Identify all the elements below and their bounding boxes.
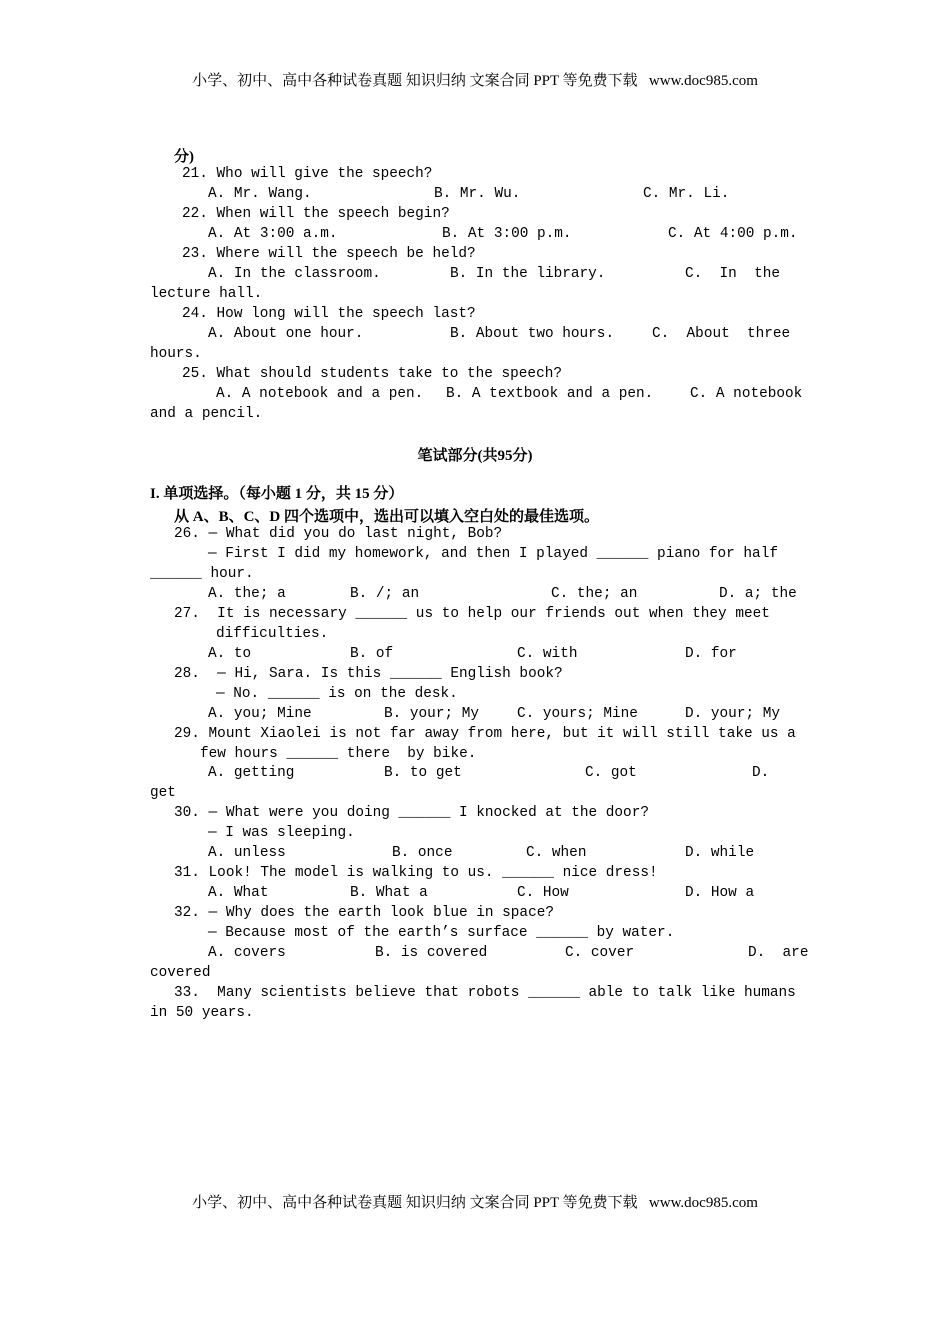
question-26: 26. — What did you do last night, Bob? (174, 526, 503, 542)
q29-option-c: C. got (585, 765, 637, 781)
q21-option-b: B. Mr. Wu. (434, 186, 521, 202)
continued-score-text: 分) (174, 149, 194, 165)
q32-option-d: D. are (748, 945, 809, 961)
written-section-title: 笔试部分(共95分) (417, 448, 533, 464)
question-26-line2: — First I did my homework, and then I played ______ piano for half (208, 546, 778, 562)
question-30-line2: — I was sleeping. (208, 825, 355, 841)
question-27: 27. It is necessary ______ us to help our friends out when they meet (174, 606, 770, 622)
question-33: 33. Many scientists believe that robots ______ able to talk like humans (174, 985, 796, 1001)
question-27-line2: difficulties. (216, 626, 329, 642)
q25-option-c: C. A notebook (690, 386, 803, 402)
q28-option-b: B. your; My (384, 706, 479, 722)
q28-option-a: A. you; Mine (208, 706, 312, 722)
question-25: 25. What should students take to the speech? (182, 366, 562, 382)
q27-option-a: A. to (208, 646, 252, 662)
q21-option-a: A. Mr. Wang. (208, 186, 312, 202)
q31-option-a: A. What (208, 885, 269, 901)
q21-option-c: C. Mr. Li. (643, 186, 730, 202)
q29-option-b: B. to get (384, 765, 462, 781)
q32-option-d-wrap: covered (150, 965, 211, 981)
q32-option-c: C. cover (565, 945, 635, 961)
q30-option-b: B. once (392, 845, 453, 861)
section1-title: I. 单项选择。（每小题 1 分，共 15 分） (150, 486, 404, 502)
q24-option-c: C. About three (652, 326, 791, 342)
question-33-line2: in 50 years. (150, 1005, 254, 1021)
question-32-line2: — Because most of the earth’s surface ______ by water. (208, 925, 675, 941)
question-24: 24. How long will the speech last? (182, 306, 476, 322)
q25-option-c-wrap: and a pencil. (150, 406, 263, 422)
q29-option-d-wrap: get (150, 785, 176, 801)
q26-option-d: D. a; the (719, 586, 797, 602)
q26-option-c: C. the; an (551, 586, 638, 602)
q28-option-c: C. yours; Mine (517, 706, 638, 722)
q25-option-b: B. A textbook and a pen. (446, 386, 654, 402)
q31-option-d: D. How a (685, 885, 755, 901)
q26-option-b: B. /; an (350, 586, 420, 602)
question-30: 30. — What were you doing ______ I knocked at the door? (174, 805, 649, 821)
q29-option-a: A. getting (208, 765, 295, 781)
question-28: 28. — Hi, Sara. Is this ______ English book? (174, 666, 563, 682)
q29-option-d: D. (752, 765, 770, 781)
q27-option-d: D. for (685, 646, 737, 662)
q28-option-d: D. your; My (685, 706, 780, 722)
q22-option-b: B. At 3:00 p.m. (442, 226, 572, 242)
q24-option-a: A. About one hour. (208, 326, 364, 342)
question-29-line2: few hours ______ there by bike. (200, 746, 477, 762)
question-32: 32. — Why does the earth look blue in space? (174, 905, 554, 921)
q22-option-c: C. At 4:00 p.m. (668, 226, 798, 242)
question-29: 29. Mount Xiaolei is not far away from here, but it will still take us a (174, 726, 796, 742)
q30-option-c: C. when (526, 845, 587, 861)
question-23: 23. Where will the speech be held? (182, 246, 476, 262)
page-footer: 小学、初中、高中各种试卷真题 知识归纳 文案合同 PPT 等免费下载 www.doc985.com (192, 1195, 758, 1211)
q22-option-a: A. At 3:00 a.m. (208, 226, 338, 242)
question-26-line3: ______ hour. (150, 566, 254, 582)
q30-option-d: D. while (685, 845, 755, 861)
q25-option-a: A. A notebook and a pen. (216, 386, 424, 402)
q26-option-a: A. the; a (208, 586, 286, 602)
q27-option-b: B. of (350, 646, 394, 662)
q31-option-c: C. How (517, 885, 569, 901)
question-22: 22. When will the speech begin? (182, 206, 450, 222)
q23-option-c-wrap: lecture hall. (150, 286, 263, 302)
section1-instruction: 从 A、B、C、D 四个选项中，选出可以填入空白处的最佳选项。 (174, 509, 600, 525)
q23-option-a: A. In the classroom. (208, 266, 381, 282)
q23-option-b: B. In the library. (450, 266, 606, 282)
q23-option-c: C. In the (685, 266, 780, 282)
question-21: 21. Who will give the speech? (182, 166, 433, 182)
q27-option-c: C. with (517, 646, 578, 662)
q24-option-b: B. About two hours. (450, 326, 615, 342)
page-header: 小学、初中、高中各种试卷真题 知识归纳 文案合同 PPT 等免费下载 www.doc985.com (192, 73, 758, 89)
question-31: 31. Look! The model is walking to us. ______ nice dress! (174, 865, 658, 881)
q30-option-a: A. unless (208, 845, 286, 861)
q32-option-a: A. covers (208, 945, 286, 961)
q31-option-b: B. What a (350, 885, 428, 901)
q32-option-b: B. is covered (375, 945, 488, 961)
question-28-line2: — No. ______ is on the desk. (216, 686, 458, 702)
q24-option-c-wrap: hours. (150, 346, 202, 362)
